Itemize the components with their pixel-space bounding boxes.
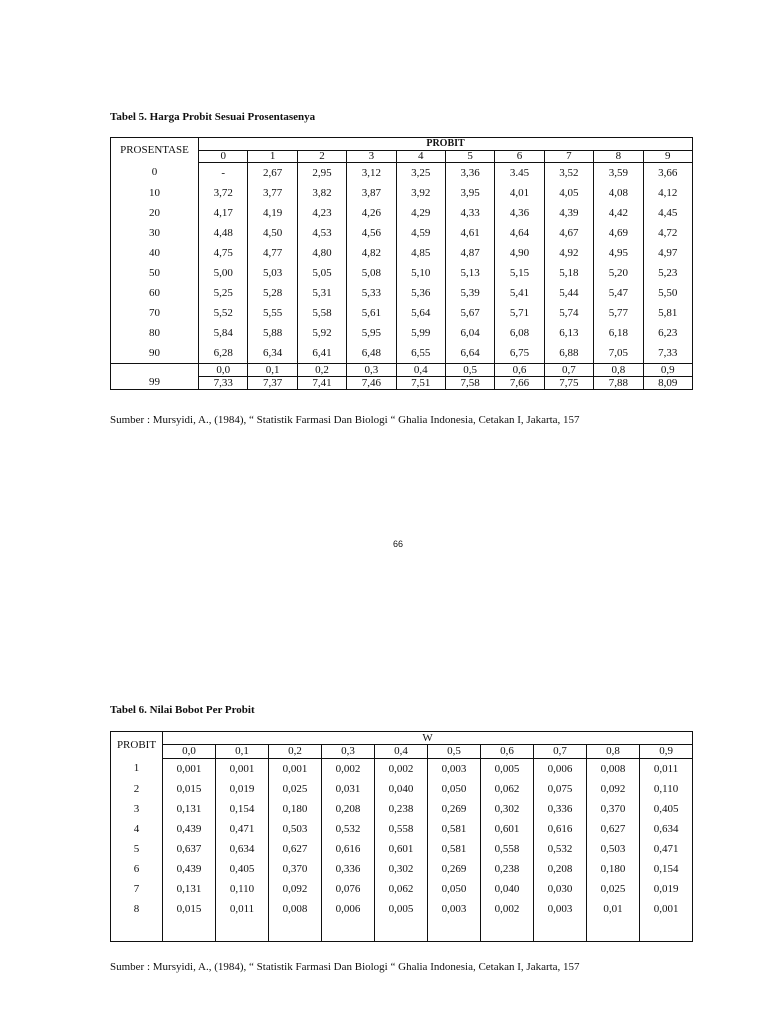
table-row <box>111 879 693 899</box>
table-cell: 0,627 <box>269 839 322 859</box>
table-row <box>111 779 693 799</box>
table-row <box>111 839 693 859</box>
table-cell: 7,58 <box>445 377 494 390</box>
table6-filler-cell <box>587 919 640 942</box>
table-cell: 2,95 <box>297 163 346 184</box>
table5-column-header: 7 <box>544 151 593 163</box>
table-cell: 0,180 <box>269 799 322 819</box>
table-cell: 0,005 <box>481 759 534 780</box>
table-cell: 0,092 <box>587 779 640 799</box>
table5-row-label: 80 <box>111 323 199 343</box>
table5-column-header: 2 <box>297 151 346 163</box>
table5-row-label: 99 <box>111 364 199 390</box>
table-cell: 5,10 <box>396 263 445 283</box>
table-cell: 4,23 <box>297 203 346 223</box>
table-row <box>111 183 693 203</box>
table-cell: 0,370 <box>587 799 640 819</box>
table6-filler-cell <box>216 919 269 942</box>
table-row <box>111 323 693 343</box>
table-cell: 0,154 <box>640 859 693 879</box>
table-cell: 5,33 <box>347 283 396 303</box>
table-cell: 0,030 <box>534 879 587 899</box>
table5-column-header: 8 <box>594 151 643 163</box>
table6-column-header: 0,8 <box>587 745 640 759</box>
table-cell: 5,13 <box>445 263 494 283</box>
table6-row-label: 5 <box>133 842 140 855</box>
table5-row99-subcolumn: 0,4 <box>396 364 445 377</box>
table-cell: 0,601 <box>481 819 534 839</box>
table-cell: 4,45 <box>643 203 693 223</box>
table-cell: 7,33 <box>199 377 248 390</box>
table-cell: 0,025 <box>587 879 640 899</box>
table-cell: 5,25 <box>199 283 248 303</box>
table-cell: 0,001 <box>216 759 269 780</box>
table-cell: 4,87 <box>445 243 494 263</box>
table-cell: 3,66 <box>643 163 693 184</box>
table-cell: 4,90 <box>495 243 544 263</box>
table-cell: 5,31 <box>297 283 346 303</box>
table5-row99-subheader <box>111 364 693 377</box>
table-cell: 0,050 <box>428 779 481 799</box>
table-cell: 0,001 <box>163 759 216 780</box>
table-cell: 6,88 <box>544 343 593 364</box>
table-cell: 3,52 <box>544 163 593 184</box>
table-cell: 6,48 <box>347 343 396 364</box>
table6-filler-cell <box>322 919 375 942</box>
table6-column-header: 0,7 <box>534 745 587 759</box>
table6-row-label: 7 <box>133 882 140 895</box>
table-cell: 3,82 <box>297 183 346 203</box>
table-cell: 0,180 <box>587 859 640 879</box>
table-cell: 0,405 <box>640 799 693 819</box>
table-cell: 6,23 <box>643 323 693 343</box>
table5-row-label: 40 <box>111 243 199 263</box>
table6-caption: Tabel 6. Nilai Bobot Per Probit <box>110 704 255 716</box>
table-cell: 4,95 <box>594 243 643 263</box>
table5-header-row <box>111 138 693 151</box>
table-cell: 4,01 <box>495 183 544 203</box>
table6-filler-cell <box>163 919 216 942</box>
table-cell: 0,637 <box>163 839 216 859</box>
table5-row99-subcolumn: 0,7 <box>544 364 593 377</box>
table-cell: 4,69 <box>594 223 643 243</box>
table-cell: 5,36 <box>396 283 445 303</box>
table-cell: 3,92 <box>396 183 445 203</box>
table6-filler-cell <box>534 919 587 942</box>
table-cell: 5,95 <box>347 323 396 343</box>
table-cell: 0,503 <box>269 819 322 839</box>
table-cell: 0,634 <box>640 819 693 839</box>
table-cell: 0,439 <box>163 819 216 839</box>
table-cell: 5,23 <box>643 263 693 283</box>
table-cell: 7,75 <box>544 377 593 390</box>
table-cell: 0,581 <box>428 839 481 859</box>
table-cell: 0,634 <box>216 839 269 859</box>
table6-group-header: W <box>163 732 693 745</box>
table6-column-header: 0,2 <box>269 745 322 759</box>
table6-column-header: 0,0 <box>163 745 216 759</box>
table5-row99-subcolumn: 0,2 <box>297 364 346 377</box>
table6-row-label: 8 <box>133 902 140 915</box>
table5-row-header: PROSENTASE <box>111 138 199 163</box>
table-cell: 5,28 <box>248 283 297 303</box>
table-cell: 0,558 <box>481 839 534 859</box>
table5-row-label: 10 <box>111 183 199 203</box>
table-cell: 0,154 <box>216 799 269 819</box>
table-cell: 5,18 <box>544 263 593 283</box>
table6-column-header: 0,3 <box>322 745 375 759</box>
table-cell: 0,627 <box>587 819 640 839</box>
table-row <box>111 163 693 184</box>
table-row <box>111 243 693 263</box>
table-cell: 0,01 <box>587 899 640 919</box>
table6-filler-cell <box>111 919 163 942</box>
table-cell: 5,08 <box>347 263 396 283</box>
table5-row-label: 60 <box>111 283 199 303</box>
table-cell: 0,001 <box>640 899 693 919</box>
table-cell: 6,41 <box>297 343 346 364</box>
table-cell: 0,238 <box>375 799 428 819</box>
table-cell: 7,46 <box>347 377 396 390</box>
table-cell: 0,370 <box>269 859 322 879</box>
table-cell: 5,15 <box>495 263 544 283</box>
table5-row99-subcolumn: 0,9 <box>643 364 693 377</box>
table-cell: 5,71 <box>495 303 544 323</box>
table-cell: 0,208 <box>322 799 375 819</box>
table5-column-header-row <box>111 151 693 163</box>
table-cell: 0,471 <box>216 819 269 839</box>
table-cell: 5,74 <box>544 303 593 323</box>
table-cell: 0,015 <box>163 899 216 919</box>
table-row <box>111 203 693 223</box>
table-cell: 6,64 <box>445 343 494 364</box>
table-cell: 5,81 <box>643 303 693 323</box>
table-cell: 0,616 <box>534 819 587 839</box>
table-cell: 0,208 <box>534 859 587 879</box>
table-row <box>111 223 693 243</box>
table-cell: 0,050 <box>428 879 481 899</box>
table-row <box>111 859 693 879</box>
table-row <box>111 759 693 780</box>
table-cell: 5,58 <box>297 303 346 323</box>
table-cell: 6,55 <box>396 343 445 364</box>
table6-filler-cell <box>269 919 322 942</box>
table-cell: 5,47 <box>594 283 643 303</box>
table5-row-label: 0 <box>111 163 199 184</box>
table-cell: 0,238 <box>481 859 534 879</box>
table-cell: 0,405 <box>216 859 269 879</box>
table-cell: 0,015 <box>163 779 216 799</box>
table5-column-header: 0 <box>199 151 248 163</box>
table-cell: 0,558 <box>375 819 428 839</box>
table-cell: 0,008 <box>587 759 640 780</box>
table-cell: 4,36 <box>495 203 544 223</box>
table-cell: 0,581 <box>428 819 481 839</box>
table-cell: - <box>199 163 248 184</box>
table6-filler-cell <box>428 919 481 942</box>
table6-row-label: 4 <box>133 822 140 835</box>
table-cell: 0,076 <box>322 879 375 899</box>
table6-filler-cell <box>481 919 534 942</box>
table6-filler-cell <box>375 919 428 942</box>
table-cell: 0,003 <box>428 899 481 919</box>
table6-row-header: PROBIT <box>116 738 157 751</box>
table6-column-header: 0,1 <box>216 745 269 759</box>
table6-column-header: 0,6 <box>481 745 534 759</box>
table5-source: Sumber : Mursyidi, A., (1984), “ Statistik Farmasi Dan Biologi “ Ghalia Indonesia, Cetakan I, Jakarta, 157 <box>110 414 580 426</box>
table-cell: 5,64 <box>396 303 445 323</box>
table-cell: 4,97 <box>643 243 693 263</box>
table-cell: 0,503 <box>587 839 640 859</box>
table5-column-header: 4 <box>396 151 445 163</box>
table-row <box>111 819 693 839</box>
table-cell: 0,040 <box>375 779 428 799</box>
table-cell: 7,37 <box>248 377 297 390</box>
table-cell: 0,302 <box>375 859 428 879</box>
table5-column-header: 9 <box>643 151 693 163</box>
table-cell: 6,28 <box>199 343 248 364</box>
table-cell: 0,092 <box>269 879 322 899</box>
table-cell: 0,532 <box>534 839 587 859</box>
table6-column-header: 0,9 <box>640 745 693 759</box>
table5-row99-subcolumn: 0,5 <box>445 364 494 377</box>
table-cell: 0,040 <box>481 879 534 899</box>
table6-filler-row <box>111 919 693 942</box>
table5-column-header: 3 <box>347 151 396 163</box>
table5-row-label: 50 <box>111 263 199 283</box>
table-cell: 4,64 <box>495 223 544 243</box>
table-cell: 0,006 <box>322 899 375 919</box>
table5-row99-subcolumn: 0,0 <box>199 364 248 377</box>
table-cell: 0,003 <box>428 759 481 780</box>
table-cell: 4,85 <box>396 243 445 263</box>
table-cell: 7,41 <box>297 377 346 390</box>
table-cell: 0,002 <box>481 899 534 919</box>
table-cell: 0,025 <box>269 779 322 799</box>
table-cell: 7,66 <box>495 377 544 390</box>
table5-row-label: 20 <box>111 203 199 223</box>
table-cell: 0,601 <box>375 839 428 859</box>
table-cell: 0,616 <box>322 839 375 859</box>
table-cell: 0,019 <box>640 879 693 899</box>
table-cell: 7,05 <box>594 343 643 364</box>
table-cell: 8,09 <box>643 377 693 390</box>
table6-row-label: 6 <box>133 862 140 875</box>
table-cell: 0,001 <box>269 759 322 780</box>
table6-column-header: 0,5 <box>428 745 481 759</box>
table6-column-header: 0,4 <box>375 745 428 759</box>
table-cell: 4,29 <box>396 203 445 223</box>
table5-row-label: 90 <box>111 343 199 364</box>
table5-row99-subcolumn: 0,6 <box>495 364 544 377</box>
table-cell: 3,87 <box>347 183 396 203</box>
table5-row99-subcolumn: 0,1 <box>248 364 297 377</box>
table-cell: 4,61 <box>445 223 494 243</box>
table5-row-label: 30 <box>111 223 199 243</box>
table-cell: 4,53 <box>297 223 346 243</box>
table-cell: 6,75 <box>495 343 544 364</box>
table-cell: 4,72 <box>643 223 693 243</box>
table-cell: 5,84 <box>199 323 248 343</box>
table-cell: 4,17 <box>199 203 248 223</box>
table-cell: 6,04 <box>445 323 494 343</box>
table-row <box>111 283 693 303</box>
table-row <box>111 377 693 390</box>
table-cell: 3,25 <box>396 163 445 184</box>
table-cell: 5,44 <box>544 283 593 303</box>
table-cell: 0,131 <box>163 879 216 899</box>
table-row <box>111 899 693 919</box>
table-cell: 4,77 <box>248 243 297 263</box>
table-cell: 4,48 <box>199 223 248 243</box>
table5-row99-subcolumn: 0,8 <box>594 364 643 377</box>
table5-row-label: 70 <box>111 303 199 323</box>
table6-row-label: 1 <box>133 762 140 775</box>
page-number: 66 <box>393 539 404 549</box>
table-cell: 0,003 <box>534 899 587 919</box>
table-cell: 0,075 <box>534 779 587 799</box>
table-cell: 0,002 <box>375 759 428 780</box>
table6-row-label: 2 <box>133 782 140 795</box>
table-row <box>111 799 693 819</box>
table-cell: 5,99 <box>396 323 445 343</box>
table-cell: 0,269 <box>428 859 481 879</box>
table-cell: 4,67 <box>544 223 593 243</box>
table-cell: 4,50 <box>248 223 297 243</box>
table-cell: 4,59 <box>396 223 445 243</box>
table-row <box>111 303 693 323</box>
table-cell: 4,42 <box>594 203 643 223</box>
table-cell: 0,471 <box>640 839 693 859</box>
table-cell: 0,062 <box>375 879 428 899</box>
table-cell: 0,011 <box>640 759 693 780</box>
table6-column-header-row <box>111 745 693 759</box>
table-cell: 0,062 <box>481 779 534 799</box>
table-cell: 4,92 <box>544 243 593 263</box>
table-cell: 4,33 <box>445 203 494 223</box>
table-row <box>111 343 693 364</box>
table6-body <box>111 732 693 942</box>
table-cell: 0,031 <box>322 779 375 799</box>
table-cell: 3,59 <box>594 163 643 184</box>
table-cell: 0,532 <box>322 819 375 839</box>
table-cell: 0,131 <box>163 799 216 819</box>
table-cell: 0,269 <box>428 799 481 819</box>
table-cell: 5,77 <box>594 303 643 323</box>
table-cell: 5,00 <box>199 263 248 283</box>
table-cell: 0,011 <box>216 899 269 919</box>
table-cell: 4,39 <box>544 203 593 223</box>
table-cell: 0,019 <box>216 779 269 799</box>
table5-column-header: 1 <box>248 151 297 163</box>
table-cell: 4,19 <box>248 203 297 223</box>
table-cell: 0,336 <box>534 799 587 819</box>
table-cell: 0,110 <box>640 779 693 799</box>
table-cell: 3,77 <box>248 183 297 203</box>
table-cell: 0,002 <box>322 759 375 780</box>
table-cell: 3,95 <box>445 183 494 203</box>
table-cell: 0,005 <box>375 899 428 919</box>
table-cell: 5,05 <box>297 263 346 283</box>
table-cell: 5,50 <box>643 283 693 303</box>
table-cell: 6,13 <box>544 323 593 343</box>
table5-column-header: 5 <box>445 151 494 163</box>
table-cell: 0,008 <box>269 899 322 919</box>
table-cell: 6,34 <box>248 343 297 364</box>
table-cell: 4,56 <box>347 223 396 243</box>
table-cell: 3,36 <box>445 163 494 184</box>
table-cell: 3,12 <box>347 163 396 184</box>
table-cell: 0,302 <box>481 799 534 819</box>
table-cell: 4,05 <box>544 183 593 203</box>
table-cell: 4,26 <box>347 203 396 223</box>
table-cell: 5,88 <box>248 323 297 343</box>
table-cell: 7,88 <box>594 377 643 390</box>
table5-column-header: 6 <box>495 151 544 163</box>
table-cell: 0,006 <box>534 759 587 780</box>
table-row <box>111 263 693 283</box>
table-cell: 4,12 <box>643 183 693 203</box>
table-cell: 4,08 <box>594 183 643 203</box>
table5-probit-by-percentage <box>110 137 693 390</box>
table-cell: 6,08 <box>495 323 544 343</box>
table-cell: 3,72 <box>199 183 248 203</box>
table-cell: 0,336 <box>322 859 375 879</box>
table-cell: 4,75 <box>199 243 248 263</box>
table-cell: 3.45 <box>495 163 544 184</box>
table-cell: 0,439 <box>163 859 216 879</box>
table5-body <box>111 138 693 390</box>
table-cell: 5,61 <box>347 303 396 323</box>
table6-row-label: 3 <box>133 802 140 815</box>
table6-filler-cell <box>640 919 693 942</box>
table-cell: 5,52 <box>199 303 248 323</box>
table-cell: 5,39 <box>445 283 494 303</box>
table-cell: 5,55 <box>248 303 297 323</box>
table-cell: 7,33 <box>643 343 693 364</box>
table5-row99-subcolumn: 0,3 <box>347 364 396 377</box>
table5-caption: Tabel 5. Harga Probit Sesuai Prosentasenya <box>110 111 316 123</box>
table6-weight-per-probit <box>110 731 693 942</box>
table-cell: 7,51 <box>396 377 445 390</box>
table5-group-header: PROBIT <box>199 138 693 151</box>
table-cell: 5,67 <box>445 303 494 323</box>
table-cell: 2,67 <box>248 163 297 184</box>
table-cell: 5,20 <box>594 263 643 283</box>
table6-header-row <box>111 732 693 745</box>
table-cell: 4,80 <box>297 243 346 263</box>
table-cell: 5,03 <box>248 263 297 283</box>
table-cell: 5,92 <box>297 323 346 343</box>
table6-source: Sumber : Mursyidi, A., (1984), “ Statistik Farmasi Dan Biologi “ Ghalia Indonesia, Cetakan I, Jakarta, 157 <box>110 961 580 973</box>
table-cell: 5,41 <box>495 283 544 303</box>
table-cell: 0,110 <box>216 879 269 899</box>
table-cell: 6,18 <box>594 323 643 343</box>
table-cell: 4,82 <box>347 243 396 263</box>
